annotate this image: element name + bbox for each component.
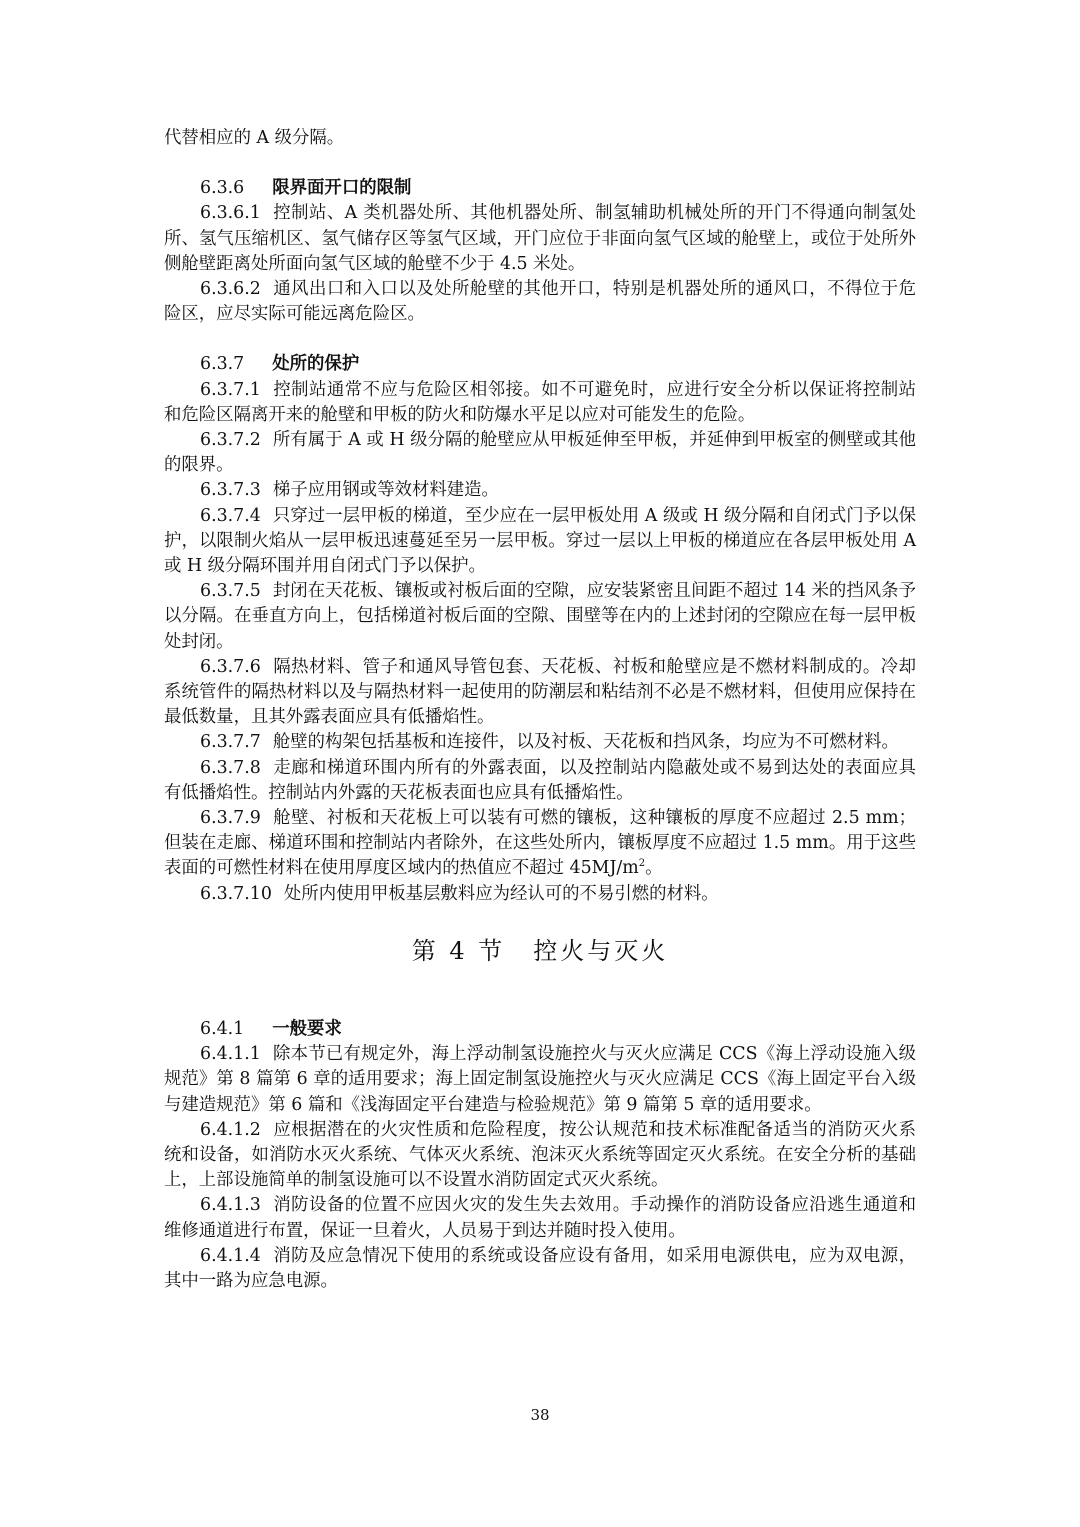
page-number: 38 bbox=[530, 1406, 550, 1424]
section-title: 第 4 节 控火与灭火 bbox=[411, 936, 669, 965]
heading-6-3-6: 6.3.6 限界面开口的限制 bbox=[200, 178, 412, 199]
clause-6-3-7-3: 6.3.7.3 梯子应用钢或等效材料建造。 bbox=[200, 480, 499, 501]
clause-6-3-7-5: 6.3.7.5 封闭在天花板、镶板或衬板后面的空隙，应安装紧密且间距不超过 14 米的挡风条予以分隔。在垂直方向上，包括梯道衬板后面的空隙、围壁等在内的上述封闭的空隙应在每一层甲板处封闭。 bbox=[164, 581, 916, 652]
clause-6-3-7-10: 6.3.7.10 处所内使用甲板基层敷料应为经认可的不易引燃的材料。 bbox=[200, 883, 719, 904]
clause-6-4-1-3: 6.4.1.3 消防设备的位置不应因火灾的发生失去效用。手动操作的消防设备应沿逃生通道和维修通道进行布置，保证一旦着火，人员易于到达并随时投入使用。 bbox=[164, 1195, 916, 1241]
heading-6-3-7: 6.3.7 处所的保护 bbox=[200, 354, 360, 375]
clause-6-4-1-4: 6.4.1.4 消防及应急情况下使用的系统或设备应设有备用，如采用电源供电，应为双电源，其中一路为应急电源。 bbox=[164, 1245, 916, 1291]
continuation-text: 代替相应的 A 级分隔。 bbox=[164, 128, 345, 148]
clause-6-3-7-2: 6.3.7.2 所有属于 A 或 H 级分隔的舱壁应从甲板延伸至甲板，并延伸到甲板室的侧壁或其他的限界。 bbox=[164, 430, 916, 476]
clause-6-3-7-1: 6.3.7.1 控制站通常不应与危险区相邻接。如不可避免时，应进行安全分析以保证将控制站和危险区隔离开来的舱壁和甲板的防火和防爆水平足以应对可能发生的危险。 bbox=[164, 379, 916, 425]
spacer bbox=[164, 151, 916, 176]
clause-6-3-7-9: 6.3.7.9 舱壁、衬板和天花板上可以装有可燃的镶板，这种镶板的厚度不应超过 2.5 mm；但装在走廊、梯道环围和控制站内者除外，在这些处所内，镶板厚度不应超过 1.5 mm。用于这些表面的可燃性材料在使用厚度区域内的热值应不超过 $45MJ/m^2$。 bbox=[164, 808, 916, 879]
clause-6-3-7-4: 6.3.7.4 只穿过一层甲板的梯道，至少应在一层甲板处用 A 级或 H 级分隔和自闭式门予以保护，以限制火焰从一层甲板迅速蔓延至另一层甲板。穿过一层以上甲板的梯道应在各层甲板处用 A 或 H 级分隔环围并用自闭式门予以保护。 bbox=[164, 505, 916, 577]
heading-6-4-1: 6.4.1 一般要求 bbox=[200, 1018, 342, 1039]
document-body bbox=[164, 126, 916, 1294]
clause-6-3-7-6: 6.3.7.6 隔热材料、管子和通风导管包套、天花板、衬板和舱壁应是不燃材料制成的。冷却系统管件的隔热材料以及与隔热材料一起使用的防潮层和粘结剂不必是不燃材料，但使用应保持在最低数量，且其外露表面应具有低播焰性。 bbox=[164, 656, 916, 728]
clause-6-3-7-7: 6.3.7.7 舱壁的构架包括基板和连接件，以及衬板、天花板和挡风条，均应为不可燃材料。 bbox=[200, 732, 899, 753]
clause-6-3-7-8: 6.3.7.8 走廊和梯道环围内所有的外露表面，以及控制站内隐蔽处或不易到达处的表面应具有低播焰性。控制站内外露的天花板表面也应具有低播焰性。 bbox=[164, 757, 916, 803]
clause-6-3-6-1: 6.3.6.1 控制站、A 类机器处所、其他机器处所、制氢辅助机械处所的开门不得通向制氢处所、氢气压缩机区、氢气储存区等氢气区域，开门应位于非面向氢气区域的舱壁上，或位于处所外侧舱壁距离处所面向氢气区域的舱壁不少于 4.5 米处。 bbox=[164, 203, 916, 274]
spacer bbox=[164, 327, 916, 352]
clause-6-4-1-2: 6.4.1.2 应根据潜在的火灾性质和危险程度，按公认规范和技术标准配备适当的消防灭火系统和设备，如消防水灭火系统、气体灭火系统、泡沫灭火系统等固定灭火系统。在安全分析的基础上，上部设施简单的制氢设施可以不设置水消防固定式灭火系统。 bbox=[164, 1119, 916, 1191]
clause-6-3-6-2: 6.3.6.2 通风出口和入口以及处所舱壁的其他开口，特别是机器处所的通风口，不得位于危险区，应尽实际可能远离危险区。 bbox=[164, 279, 916, 325]
clause-6-4-1-1: 6.4.1.1 除本节已有规定外，海上浮动制氢设施控火与灭火应满足 CCS《海上浮动设施入级规范》第 8 篇第 6 章的适用要求；海上固定制氢设施控火与灭火应满足 CCS《海上固定平台入级与建造规范》第 6 篇和《浅海固定平台建造与检验规范》第 9 篇第 5 章的适用要求。 bbox=[164, 1044, 916, 1115]
superscript: 2 bbox=[638, 858, 646, 870]
